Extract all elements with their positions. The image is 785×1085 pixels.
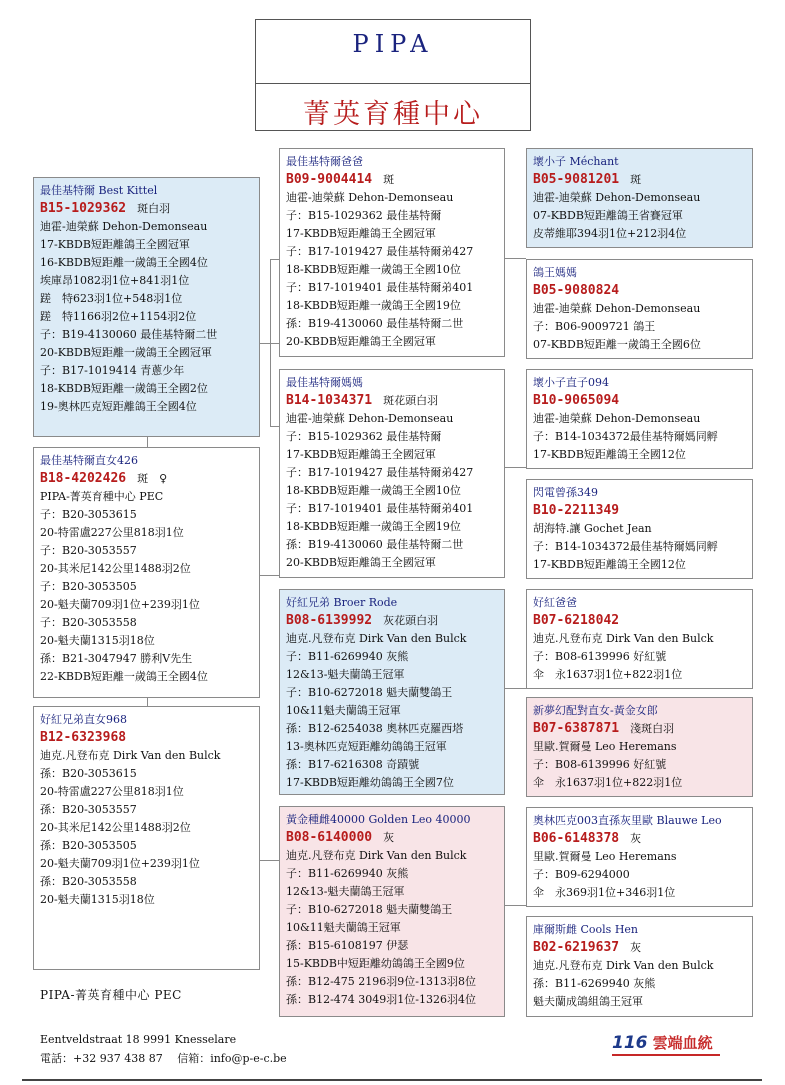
pedigree-daughter-2 [33, 706, 260, 970]
bird-color: 灰 [630, 832, 642, 845]
info-line: 孫：B20-3053557 [40, 803, 137, 816]
info-line: 孫：B19-4130060 最佳基特爾二世 [286, 538, 464, 551]
info-line: 20-魁夫蘭709羽1位+239羽1位 [40, 598, 200, 611]
info-line: 子：B11-6269940 灰熊 [286, 867, 409, 880]
info-line: 子：B10-6272018 魁夫蘭雙鴿王 [286, 903, 453, 916]
logo-underline [612, 1054, 720, 1056]
info-line: 伞 永369羽1位+346羽1位 [533, 886, 676, 899]
info-line: 孫：B15-6108197 伊瑟 [286, 939, 409, 952]
info-line: 孫：B12-474 3049羽1位-1326羽4位 [286, 993, 476, 1006]
info-line: 伞 永1637羽1位+822羽1位 [533, 668, 683, 681]
info-line: 17-KBDB短距離幼鴿鴿王全國7位 [286, 776, 454, 789]
info-line: 16-KBDB短距離一歲鴿王全國4位 [40, 256, 208, 269]
info-line: 迪克.凡登布克 Dirk Van den Bulck [286, 849, 467, 862]
pedigree-g2-sire [279, 589, 505, 795]
bird-name: 最佳基特爾 Best Kittel [40, 184, 158, 197]
ring-number: B05-9080824 [533, 283, 620, 298]
pedigree-sire-dam [526, 259, 753, 359]
pedigree-g2-dam [279, 806, 505, 1017]
ring-number: B08-6140000 [286, 830, 373, 845]
connector [504, 467, 526, 468]
info-line: 18-KBDB短距離一歲鴿王全國2位 [40, 382, 208, 395]
connector [504, 688, 526, 689]
bird-color: 淺斑白羽 [630, 722, 675, 735]
info-line: 迪霍-迪榮蘇 Dehon-Demonseau [40, 220, 208, 233]
ring-number: B10-2211349 [533, 503, 620, 518]
info-line: 17-KBDB短距離鴿王全國冠軍 [40, 238, 190, 251]
info-line: PIPA-菁英育種中心 PEC [40, 490, 164, 503]
pedigree-g2-dam-sire [526, 807, 753, 907]
ring-number: B18-4202426 [40, 471, 127, 486]
connector [504, 905, 526, 906]
title-pipa: PIPA [352, 30, 434, 58]
info-line: 孫：B12-6254038 奧林匹克羅西塔 [286, 722, 464, 735]
info-line: 17-KBDB短距離鴿王全國12位 [533, 558, 686, 571]
info-line: 子：B09-6294000 [533, 868, 630, 881]
info-line: 里歐.賀爾曼 Leo Heremans [533, 740, 677, 753]
bird-color: 斑 [630, 173, 642, 186]
ring-number: B07-6218042 [533, 613, 620, 628]
info-line: 10&11魁夫蘭鴿王冠軍 [286, 704, 401, 717]
info-line: 迪霍-迪榮蘇 Dehon-Demonseau [286, 191, 454, 204]
connector [504, 258, 526, 259]
info-line: 15-KBDB中短距離幼鴿鴿王全國9位 [286, 957, 465, 970]
ring-number: B05-9081201 [533, 172, 620, 187]
pedigree-daughter-1 [33, 447, 260, 698]
info-line: 12&13-魁夫蘭鴿王冠軍 [286, 885, 405, 898]
bird-color: 斑花頭白羽 [383, 394, 439, 407]
info-line: 子：B15-1029362 最佳基特爾 [286, 209, 442, 222]
info-line: 20-特雷盧227公里818羽1位 [40, 526, 184, 539]
info-line: 20-魁夫蘭709羽1位+239羽1位 [40, 857, 200, 870]
title-box [255, 19, 531, 131]
info-line: 孫：B20-3053505 [40, 839, 137, 852]
ring-number: B07-6387871 [533, 721, 620, 736]
info-line: 18-KBDB短距離一歲鴿王全國19位 [286, 299, 461, 312]
bird-name: 閃電曾孫349 [533, 486, 598, 499]
info-line: 孫：B11-6269940 灰熊 [533, 977, 656, 990]
info-line: 孫：B20-3053615 [40, 767, 137, 780]
info-line: 子：B15-1029362 最佳基特爾 [286, 430, 442, 443]
info-line: 12&13-魁夫蘭鴿王冠軍 [286, 668, 405, 681]
connector [270, 259, 271, 427]
info-line: 孫：B19-4130060 最佳基特爾二世 [286, 317, 464, 330]
bird-color: 斑白羽 [137, 202, 171, 215]
ring-number: B08-6139992 [286, 613, 373, 628]
info-line: 子：B17-1019401 最佳基特爾弟401 [286, 502, 474, 515]
bird-name: 最佳基特爾爸爸 [286, 155, 363, 168]
info-line: 子：B14-1034372最佳基特爾媽同孵 [533, 540, 718, 553]
info-line: 18-KBDB短距離一歲鴿王全國10位 [286, 263, 461, 276]
pedigree-dam-dam [526, 479, 753, 579]
pedigree-subject [33, 177, 260, 437]
bird-name: 黃金種雌40000 Golden Leo 40000 [286, 813, 471, 826]
ring-number: B06-6148378 [533, 831, 620, 846]
info-line: 07-KBDB短距離一歲鴿王全國6位 [533, 338, 701, 351]
info-line: 蹉 特623羽1位+548羽1位 [40, 292, 183, 305]
bird-color: 灰 [630, 941, 642, 954]
info-line: 蹉 特1166羽2位+1154羽2位 [40, 310, 197, 323]
info-line: 子：B20-3053558 [40, 616, 137, 629]
info-line: 子：B17-1019427 最佳基特爾弟427 [286, 245, 474, 258]
ring-number: B02-6219637 [533, 940, 620, 955]
info-line: 子：B19-4130060 最佳基特爾二世 [40, 328, 218, 341]
bottom-rule [22, 1079, 762, 1081]
info-line: 20-KBDB短距離鴿王全國冠軍 [286, 335, 436, 348]
bird-name: 奧林匹克003直孫灰里歐 Blauwe Leo [533, 814, 722, 827]
info-line: 迪克.凡登布克 Dirk Van den Bulck [40, 749, 221, 762]
info-line: 子：B06-9009721 鴿王 [533, 320, 656, 333]
info-line: 18-KBDB短距離一歲鴿王全國19位 [286, 520, 461, 533]
info-line: 10&11魁夫蘭鴿王冠軍 [286, 921, 401, 934]
info-line: 皮蒂維耶394羽1位+212羽4位 [533, 227, 687, 240]
info-line: 20-魁夫蘭1315羽18位 [40, 634, 155, 647]
logo-number: 116 [612, 1033, 648, 1053]
info-line: 18-KBDB短距離一歲鴿王全國10位 [286, 484, 461, 497]
info-line: 迪克.凡登布克 Dirk Van den Bulck [286, 632, 467, 645]
info-line: 子：B11-6269940 灰熊 [286, 650, 409, 663]
info-line: 20-KBDB短距離鴿王全國冠軍 [286, 556, 436, 569]
info-line: 17-KBDB短距離鴿王全國冠軍 [286, 448, 436, 461]
bird-name: 好紅兄弟 Broer Rode [286, 596, 398, 609]
bird-name: 最佳基特爾直女426 [40, 454, 138, 467]
info-line: 17-KBDB短距離鴿王全國冠軍 [286, 227, 436, 240]
pedigree-g2-sire-dam [526, 697, 753, 797]
pedigree-dam [279, 369, 505, 578]
bird-color: 斑 [383, 173, 395, 186]
pedigree-sire [279, 148, 505, 357]
bird-name: 壞小子直子094 [533, 376, 609, 389]
info-line: 20-特雷盧227公里818羽1位 [40, 785, 184, 798]
info-line: 19-奧林匹克短距離鴿王全國4位 [40, 400, 197, 413]
info-line: 子：B20-3053557 [40, 544, 137, 557]
info-line: 20-KBDB短距離一歲鴿王全國冠軍 [40, 346, 212, 359]
bird-name: 庫爾斯雌 Cools Hen [533, 923, 639, 936]
footer-address: Eentveldstraat 18 9991 Knesselare [40, 1033, 237, 1046]
info-line: 20-其米尼142公里1488羽2位 [40, 562, 191, 575]
info-line: 迪霍-迪榮蘇 Dehon-Demonseau [533, 302, 701, 315]
info-line: 魁夫蘭成鴿組鴿王冠軍 [533, 995, 643, 1008]
bird-name: 最佳基特爾媽媽 [286, 376, 363, 389]
info-line: 子：B08-6139996 好紅號 [533, 650, 667, 663]
logo [612, 1032, 713, 1053]
info-line: 迪霍-迪榮蘇 Dehon-Demonseau [286, 412, 454, 425]
ring-number: B12-6323968 [40, 730, 127, 745]
info-line: 子：B17-1019414 青蔥少年 [40, 364, 185, 377]
pedigree-g2-sire-sire [526, 589, 753, 689]
info-line: 迪克.凡登布克 Dirk Van den Bulck [533, 959, 714, 972]
info-line: 孫：B21-3047947 勝利V先生 [40, 652, 193, 665]
logo-text: 雲端血統 [652, 1034, 713, 1052]
info-line: 胡海特.讓 Gochet Jean [533, 522, 652, 535]
connector [259, 860, 279, 861]
bird-color: 斑 ♀ [137, 472, 168, 485]
info-line: 子：B10-6272018 魁夫蘭雙鴿王 [286, 686, 453, 699]
ring-number: B10-9065094 [533, 393, 620, 408]
footer-org-name: PIPA-菁英育種中心 PEC [40, 988, 182, 1002]
info-line: 子：B17-1019427 最佳基特爾弟427 [286, 466, 474, 479]
info-line: 伞 永1637羽1位+822羽1位 [533, 776, 683, 789]
info-line: 里歐.賀爾曼 Leo Heremans [533, 850, 677, 863]
footer-contact: 電話：+32 937 438 87 信箱：info@p-e-c.be [40, 1052, 287, 1065]
info-line: 子：B20-3053505 [40, 580, 137, 593]
info-line: 迪霍-迪榮蘇 Dehon-Demonseau [533, 412, 701, 425]
bird-name: 鴿王媽媽 [533, 266, 577, 279]
info-line: 孫：B17-6216308 奇蹟號 [286, 758, 420, 771]
info-line: 子：B20-3053615 [40, 508, 137, 521]
ring-number: B14-1034371 [286, 393, 373, 408]
bird-name: 壞小子 Méchant [533, 155, 619, 168]
title-divider [256, 83, 530, 84]
info-line: 20-其米尼142公里1488羽2位 [40, 821, 191, 834]
info-line: 13-奧林匹克短距離幼鴿鴿王冠軍 [286, 740, 447, 753]
info-line: 子：B17-1019401 最佳基特爾弟401 [286, 281, 474, 294]
info-line: 迪霍-迪榮蘇 Dehon-Demonseau [533, 191, 701, 204]
bird-color: 灰 [383, 831, 395, 844]
info-line: 子：B08-6139996 好紅號 [533, 758, 667, 771]
info-line: 子：B14-1034372最佳基特爾媽同孵 [533, 430, 718, 443]
pedigree-g2-dam-dam [526, 916, 753, 1017]
pedigree-dam-sire [526, 369, 753, 469]
info-line: 孫：B12-475 2196羽9位-1313羽8位 [286, 975, 476, 988]
info-line: 17-KBDB短距離鴿王全國12位 [533, 448, 686, 461]
info-line: 20-魁夫蘭1315羽18位 [40, 893, 155, 906]
ring-number: B15-1029362 [40, 201, 127, 216]
pedigree-sire-sire [526, 148, 753, 248]
info-line: 22-KBDB短距離一歲鴿王全國4位 [40, 670, 208, 683]
connector [259, 575, 279, 576]
connector [259, 343, 279, 344]
bird-name: 好紅爸爸 [533, 596, 577, 609]
info-line: 孫：B20-3053558 [40, 875, 137, 888]
bird-name: 好紅兄弟直女968 [40, 713, 127, 726]
bird-color: 灰花頭白羽 [383, 614, 439, 627]
bird-name: 新夢幻配對直女-黃金女郎 [533, 704, 658, 717]
info-line: 07-KBDB短距離鴿王省賽冠軍 [533, 209, 683, 222]
info-line: 迪克.凡登布克 Dirk Van den Bulck [533, 632, 714, 645]
ring-number: B09-9004414 [286, 172, 373, 187]
info-line: 埃庫昂1082羽1位+841羽1位 [40, 274, 190, 287]
title-chinese: 菁英育種中心 [303, 99, 483, 130]
